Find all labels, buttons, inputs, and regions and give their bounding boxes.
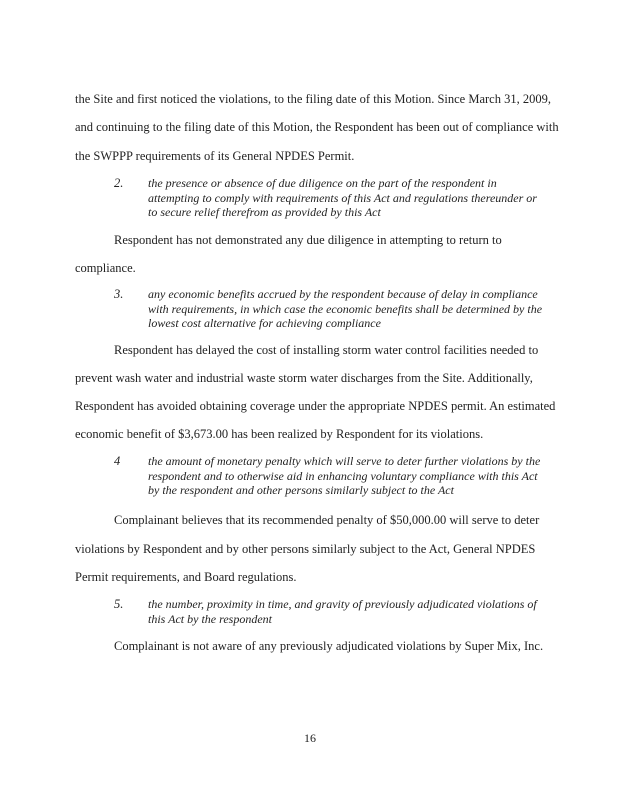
paragraph-line: prevent wash water and industrial waste storm water discharges from the Site. Additionally,: [75, 371, 533, 385]
factor-number: 5.: [114, 597, 124, 611]
page-number: 16: [304, 731, 316, 745]
paragraph-line: and continuing to the filing date of this Motion, the Respondent has been out of compliance with: [75, 120, 559, 134]
factor-number: 3.: [114, 287, 124, 301]
paragraph-line: violations by Respondent and by other persons similarly subject to the Act, General NPDES: [75, 542, 536, 556]
paragraph-line: economic benefit of $3,673.00 has been realized by Respondent for its violations.: [75, 427, 484, 441]
paragraph-line: the Site and first noticed the violations, to the filing date of this Motion. Since March 31, 2009,: [75, 92, 551, 106]
paragraph-line: Complainant is not aware of any previously adjudicated violations by Super Mix, Inc.: [114, 639, 544, 653]
factor-text: the presence or absence of due diligence on the part of the respondent in attempting to comply with requirements of this Act and regulations thereunder or to secure relief therefrom as provided by this Act: [148, 176, 537, 219]
factor-text: the number, proximity in time, and gravity of previously adjudicated violations of this Act by the respondent: [148, 597, 537, 626]
paragraph-line: the SWPPP requirements of its General NPDES Permit.: [75, 149, 355, 163]
factor-number: 2.: [114, 176, 124, 190]
paragraph-line: Respondent has delayed the cost of installing storm water control facilities needed to: [114, 343, 539, 357]
factor-text: any economic benefits accrued by the respondent because of delay in compliance with requirements, in which case the economic benefits shall be determined by the lowest cost alternative for achieving compliance: [148, 287, 543, 330]
paragraph-line: Complainant believes that its recommended penalty of $50,000.00 will serve to deter: [114, 513, 540, 527]
paragraph-line: Permit requirements, and Board regulations.: [75, 570, 297, 584]
factor-number: 4: [114, 454, 121, 468]
factor-text: the amount of monetary penalty which will serve to deter further violations by the respondent and to otherwise aid in enhancing voluntary compliance with this Act by the respondent and other persons similarly subject to the Act: [148, 454, 541, 497]
paragraph-line: Respondent has avoided obtaining coverage under the appropriate NPDES permit. An estimated: [75, 399, 556, 413]
paragraph-line: Respondent has not demonstrated any due diligence in attempting to return to: [114, 233, 502, 247]
paragraph-line: compliance.: [75, 261, 136, 275]
